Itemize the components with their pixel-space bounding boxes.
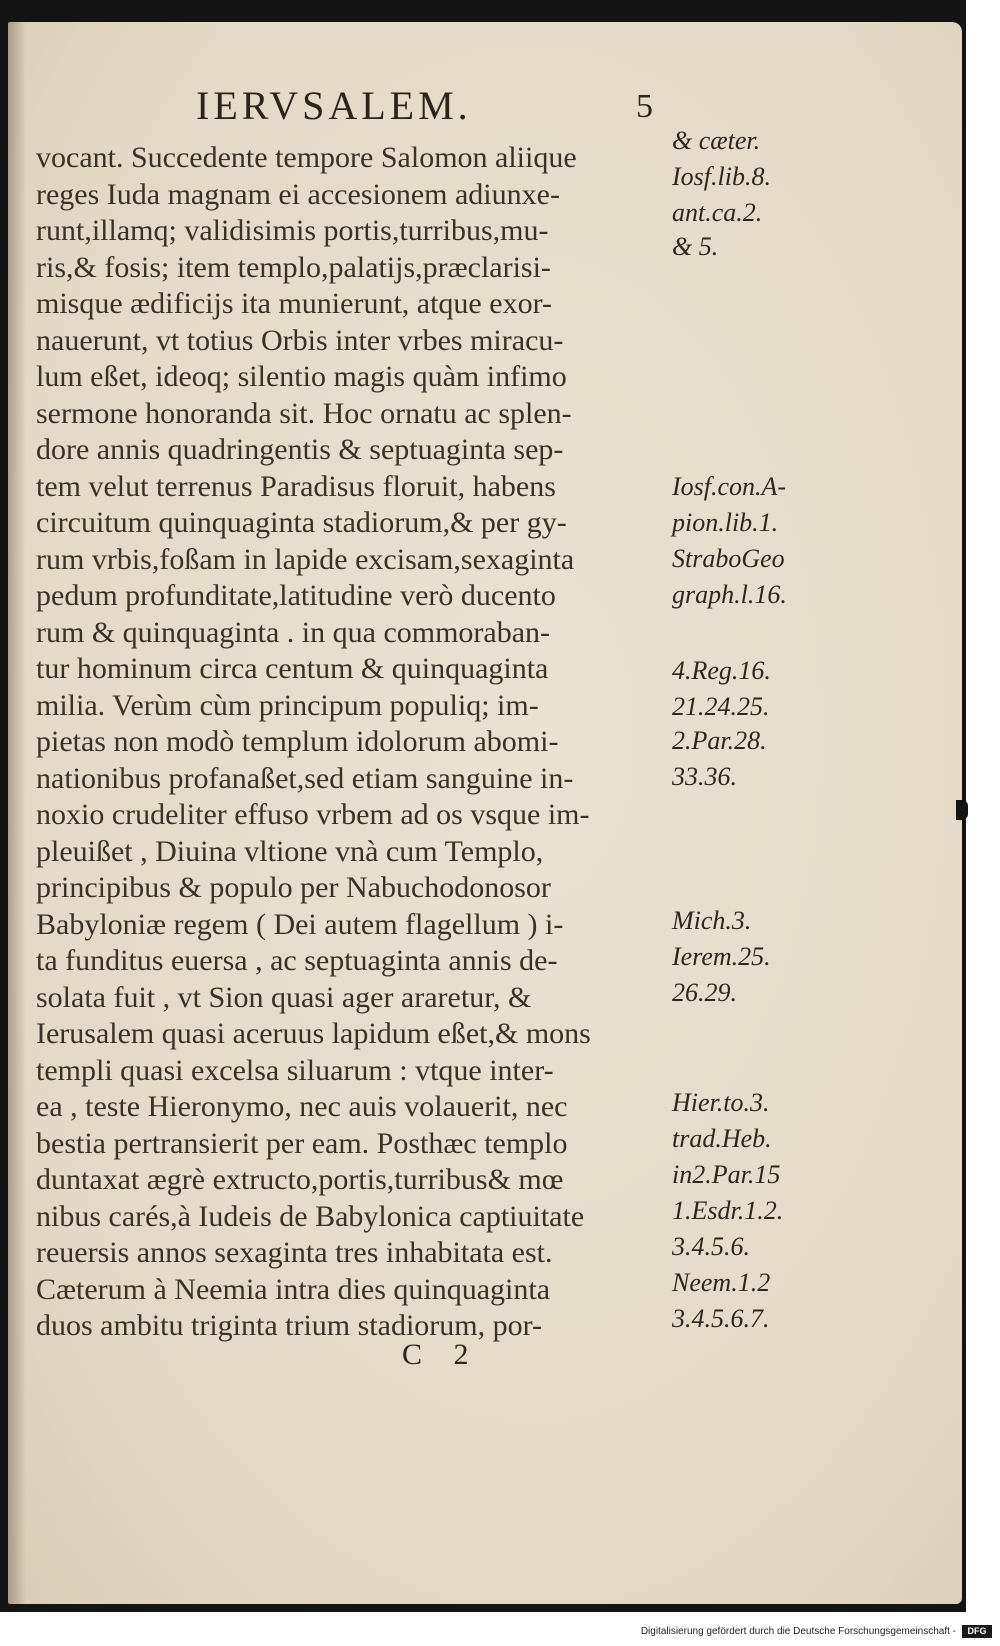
spine-shadow <box>8 22 26 1604</box>
text-line: misque ædificijs ita munierunt, atque exor- <box>36 287 552 320</box>
margin-note: 21.24.25. <box>672 692 770 721</box>
text-line: vocant. Succedente tempore Salomon aliique <box>36 141 577 174</box>
text-line: pietas non modò templum idolorum abomi- <box>36 725 559 758</box>
text-line: rum & quinquaginta . in qua commoraban- <box>36 615 551 649</box>
margin-note: 3.4.5.6.7. <box>672 1304 770 1333</box>
margin-note: 2.Par.28. <box>672 726 767 755</box>
body-text <box>36 140 676 1345</box>
margin-note: graph.l.16. <box>672 580 787 609</box>
margin-note: 3.4.5.6. <box>672 1232 750 1261</box>
margin-note: pion.lib.1. <box>672 508 779 537</box>
text-line: principibus & populo per Nabuchodonosor <box>36 871 551 904</box>
margin-note: StraboGeo <box>672 544 785 573</box>
text-line: sermone honoranda sit. Hoc ornatu ac splen- <box>36 396 572 430</box>
margin-note: 33.36. <box>672 762 737 791</box>
text-line: templi quasi excelsa siluarum : vtque inter- <box>36 1053 554 1087</box>
margin-note: Iosf.lib.8. <box>672 162 771 191</box>
text-line: Cæterum à Neemia intra dies quinquaginta <box>36 1272 551 1306</box>
text-line: Babyloniæ regem ( Dei autem flagellum ) i- <box>36 907 564 941</box>
text-line: nationibus profanaßet,sed etiam sanguine in- <box>36 761 574 795</box>
text-line: reuersis annos sexaginta tres inhabitata est. <box>36 1236 553 1269</box>
margin-note: trad.Heb. <box>672 1124 772 1153</box>
text-line: nauerunt, vt totius Orbis inter vrbes miracu- <box>36 323 564 357</box>
text-line: bestia pertransierit per eam. Posthæc templo <box>36 1126 568 1160</box>
text-line: dore annis quadringentis & septuaginta sep- <box>36 433 564 466</box>
text-line: ta funditus euersa , ac septuaginta annis de- <box>36 944 558 977</box>
margin-note: 1.Esdr.1.2. <box>672 1196 784 1225</box>
text-line: reges Iuda magnam ei accesionem adiunxe- <box>36 177 560 211</box>
text-line: Ierusalem quasi aceruus lapidum eßet,& mons <box>36 1017 591 1050</box>
margin-note: Iosf.con.A- <box>672 472 787 501</box>
margin-note: Ierem.25. <box>672 942 771 971</box>
margin-note: & 5. <box>672 232 719 261</box>
margin-note: 4.Reg.16. <box>672 656 771 685</box>
text-line: nibus carés,à Iudeis de Babylonica captiuitate <box>36 1199 585 1233</box>
text-line: duos ambitu triginta trium stadiorum, por- <box>36 1309 543 1342</box>
text-line: ris,& fosis; item templo,palatijs,præclarisi- <box>36 250 551 284</box>
text-line: pleuißet , Diuina vltione vnà cum Templo, <box>36 834 544 868</box>
text-line: ea , teste Hieronymo, nec auis volauerit, nec <box>36 1090 568 1123</box>
text-line: milia. Verùm cùm principum populiq; im- <box>36 688 539 722</box>
margin-note: Hier.to.3. <box>672 1088 770 1117</box>
paper-tear <box>956 800 968 820</box>
margin-note: Mich.3. <box>672 906 752 935</box>
margin-note: in2.Par.15 <box>672 1160 781 1189</box>
text-line: circuitum quinquaginta stadiorum,& per gy- <box>36 506 567 539</box>
text-line: tem velut terrenus Paradisus floruit, habens <box>36 469 556 503</box>
text-line: noxio crudeliter effuso vrbem ad os vsque im- <box>36 798 590 831</box>
text-line: runt,illamq; validisimis portis,turribus,mu- <box>36 214 549 247</box>
margin-note: ant.ca.2. <box>672 198 763 227</box>
page-number: 5 <box>636 88 653 125</box>
book-page <box>8 22 962 1604</box>
text-line: tur hominum circa centum & quinquaginta <box>36 652 549 685</box>
dfg-logo: DFG <box>962 1625 992 1638</box>
text-line: duntaxat ægrè extructo,portis,turribus& mœ <box>36 1163 564 1196</box>
margin-note: 26.29. <box>672 978 737 1007</box>
margin-note: & cæter. <box>672 126 761 155</box>
text-line: solata fuit , vt Sion quasi ager araretur, & <box>36 980 532 1014</box>
text-line: pedum profunditate,latitudine verò ducento <box>36 579 556 612</box>
digitization-credit: Digitalisierung gefördert durch die Deutsche Forschungsgemeinschaft - <box>640 1626 956 1637</box>
text-line: rum vrbis,foßam in lapide excisam,sexaginta <box>36 542 575 576</box>
text-line: lum eßet, ideoq; silentio magis quàm infimo <box>36 360 567 393</box>
margin-note: Neem.1.2 <box>672 1268 771 1297</box>
running-head: IERVSALEM. <box>196 83 472 128</box>
signature-mark: C 2 <box>402 1338 481 1371</box>
